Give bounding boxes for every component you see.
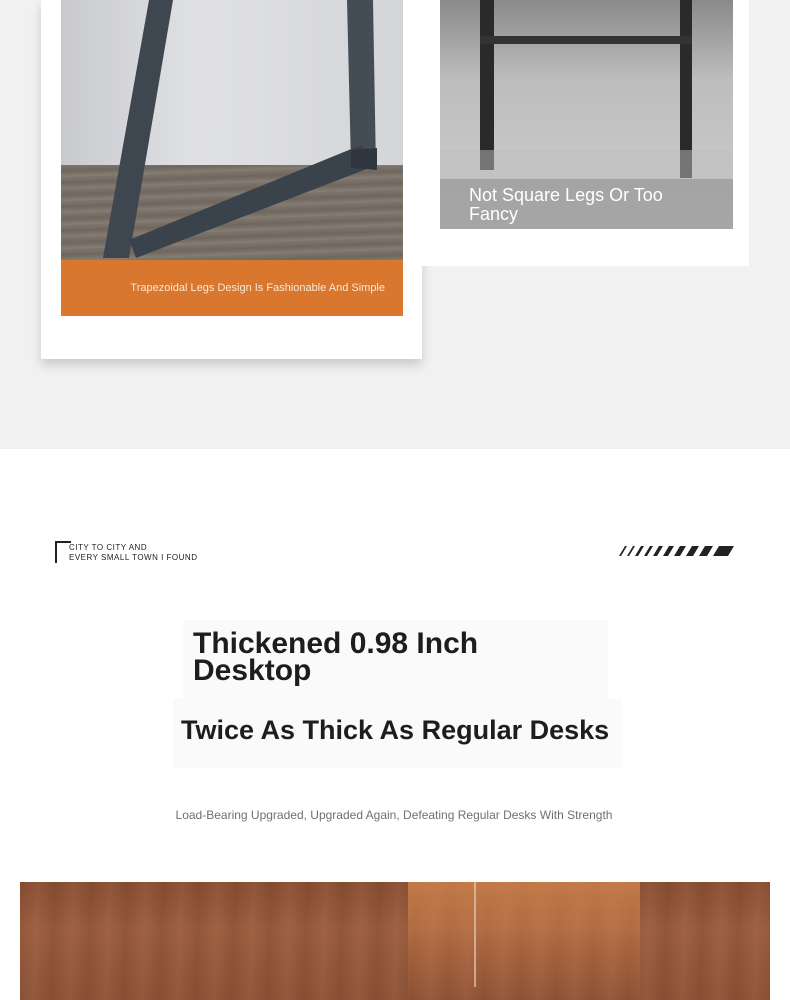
section-title: Thickened 0.98 Inch Desktop xyxy=(193,627,479,687)
tagline xyxy=(69,543,197,562)
wood-seam xyxy=(474,882,476,987)
slash-stripe-icon xyxy=(619,546,735,558)
tagline-line-1: CITY TO CITY AND xyxy=(69,543,148,552)
tagline-line-2: EVERY SMALL TOWN I FOUND xyxy=(69,552,198,562)
section-description: Load-Bearing Upgraded, Upgraded Again, Defeating Regular Desks With Strength xyxy=(175,808,613,822)
desktop-wood-photo xyxy=(20,882,770,1000)
section-subtitle: Twice As Thick As Regular Desks xyxy=(181,715,610,745)
square-legs-photo xyxy=(440,0,733,229)
wood-highlight xyxy=(408,882,640,1000)
trapezoid-legs-photo xyxy=(61,0,403,316)
wood-grain xyxy=(20,882,770,1000)
caption-square-legs: Not Square Legs Or Too Fancy xyxy=(440,179,733,229)
caption-trapezoid-legs: Trapezoidal Legs Design Is Fashionable And Simple xyxy=(61,260,403,316)
